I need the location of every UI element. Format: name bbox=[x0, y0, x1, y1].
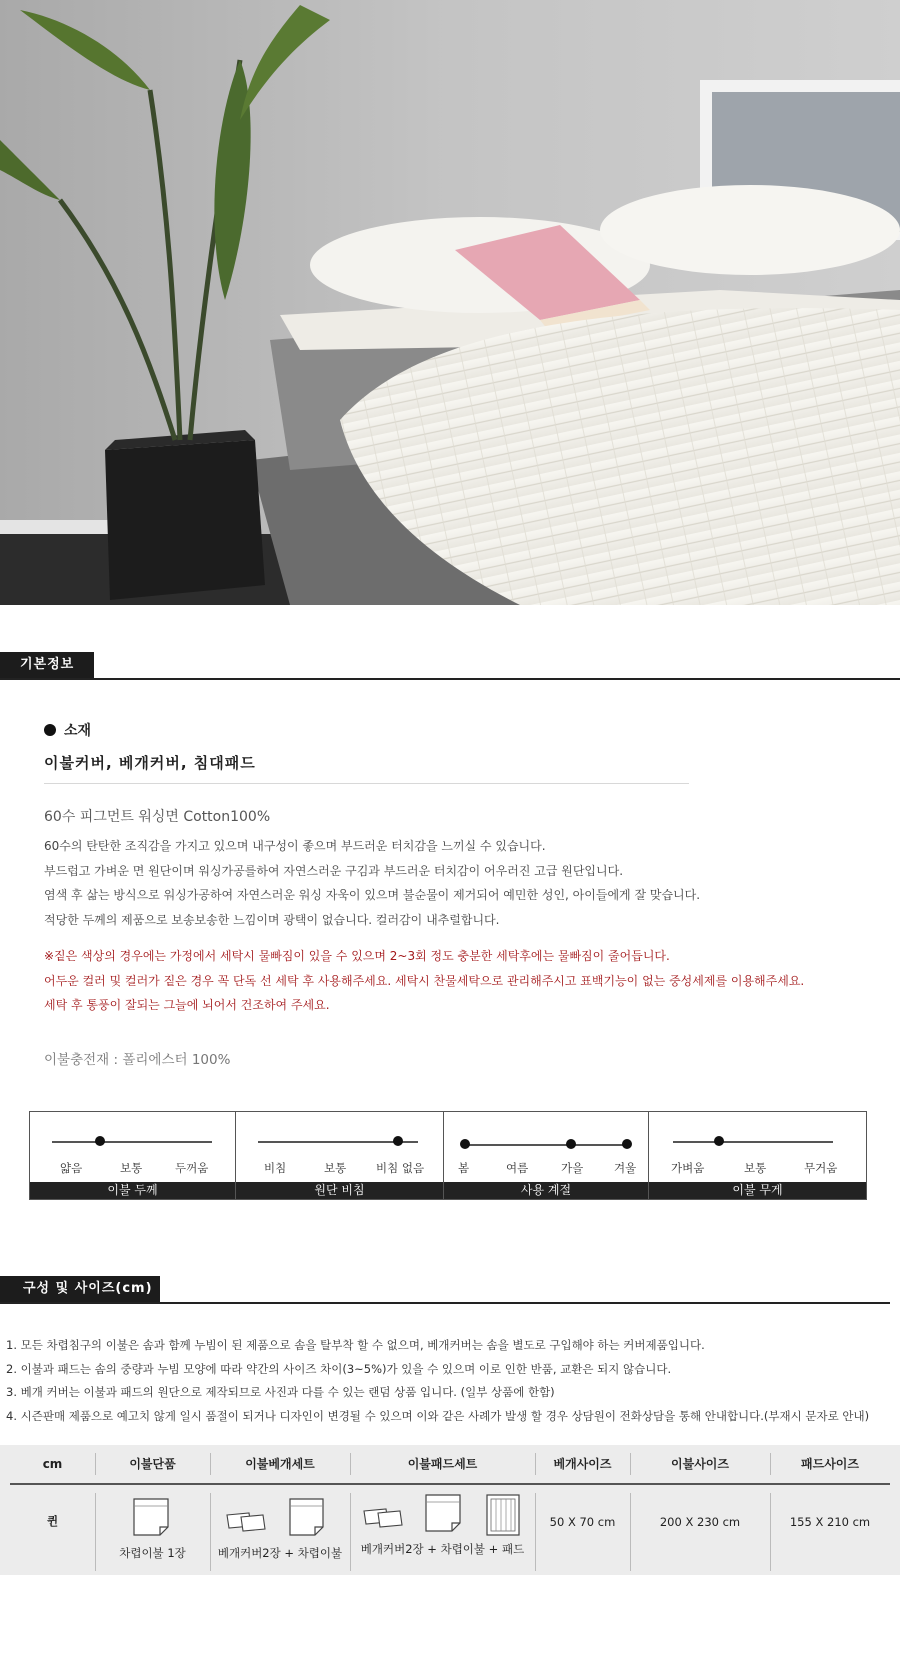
scale-label: 무거움 bbox=[804, 1161, 838, 1175]
description-line: 염색 후 삶는 방식으로 워싱가공하여 자연스러운 워싱 자욱이 있으며 불순물이 제거되어 예민한 성인, 아이들에게 잘 맞습니다. bbox=[44, 888, 701, 902]
note-line: 1. 모든 차렵침구의 이불은 솜과 함께 누빔이 된 제품으로 솜을 탈부착 할 수 없으며, 베개커버는 솜을 별도로 구입해야 하는 커버제품입니다. bbox=[6, 1338, 705, 1352]
scale-label: 보통 bbox=[744, 1161, 767, 1175]
single-caption: 차렵이불 1장 bbox=[119, 1546, 186, 1560]
pad-size: 155 X 210 cm bbox=[789, 1515, 871, 1529]
scale-label: 가을 bbox=[561, 1161, 584, 1175]
scale-line bbox=[673, 1141, 833, 1143]
scale-marker bbox=[714, 1136, 724, 1146]
spec-title: 이불 무게 bbox=[649, 1182, 866, 1199]
size-name-cell bbox=[10, 1485, 95, 1575]
blanket-size: 200 X 230 cm bbox=[659, 1515, 741, 1529]
divider bbox=[44, 783, 689, 784]
fabric-spec: 60수 피그먼트 워싱면 Cotton100% bbox=[44, 809, 271, 825]
size-notes bbox=[6, 1334, 869, 1428]
washing-warnings bbox=[44, 944, 804, 1018]
header-pad-size: 패드사이즈 bbox=[801, 1457, 859, 1471]
pad-set-cell bbox=[350, 1485, 535, 1575]
pillow-set-caption: 베개커버2장 + 차렵이불 bbox=[217, 1546, 343, 1560]
size-table bbox=[0, 1445, 900, 1575]
composition-section-header bbox=[0, 1276, 890, 1304]
scale-label: 얇음 bbox=[60, 1161, 83, 1175]
warning-line: 세탁 후 통풍이 잘되는 그늘에 뇌어서 건조하여 주세요. bbox=[44, 998, 330, 1012]
col-sep bbox=[630, 1453, 631, 1475]
header-single: 이불단품 bbox=[129, 1457, 176, 1471]
header-cm: cm bbox=[42, 1457, 63, 1471]
scale-marker bbox=[95, 1136, 105, 1146]
scale-label: 겨울 bbox=[614, 1161, 637, 1175]
size-name: 퀸 bbox=[46, 1514, 59, 1528]
header-pad-set: 이불패드세트 bbox=[407, 1457, 478, 1471]
header-blanket-size: 이불사이즈 bbox=[671, 1457, 729, 1471]
spec-title: 원단 비침 bbox=[236, 1182, 443, 1199]
scale-line bbox=[52, 1141, 212, 1143]
col-sep bbox=[535, 1453, 536, 1475]
spec-thickness bbox=[30, 1112, 236, 1199]
material-heading bbox=[44, 720, 91, 740]
warning-line: ※짙은 색상의 경우에는 가정에서 세탁시 물빠짐이 있을 수 있으며 2~3회 정도 충분한 세탁후에는 물빠짐이 줄어듭니다. bbox=[44, 949, 670, 963]
scale-label: 두꺼움 bbox=[175, 1161, 209, 1175]
filling-material: 이불충전재 : 폴리에스터 100% bbox=[44, 1052, 231, 1068]
warning-line: 어두운 컬러 및 컬러가 짙은 경우 꼭 단독 선 세탁 후 사용해주세요. 세탁시 찬물세탁으로 관리해주시고 표백기능이 없는 중성세제를 이용해주세요. bbox=[44, 973, 805, 988]
scale-marker bbox=[622, 1139, 632, 1149]
description-line: 적당한 두께의 제품으로 보송보송한 느낌이며 광택이 없습니다. 컬러감이 내추럴합니다. bbox=[44, 912, 500, 927]
scale-marker bbox=[460, 1139, 470, 1149]
basic-info-section-header bbox=[0, 652, 900, 680]
pillow-size-cell bbox=[535, 1485, 630, 1575]
composition-title: 구성 및 사이즈(cm) bbox=[0, 1276, 160, 1302]
bullet-icon bbox=[44, 724, 56, 736]
hero-product-photo bbox=[0, 0, 900, 605]
note-line: 3. 베개 커버는 이불과 패드의 원단으로 제작되므로 사진과 다를 수 있는 랜덤 상품 입니다. (일부 상품에 한함) bbox=[6, 1385, 555, 1399]
scale-label: 봄 bbox=[458, 1161, 470, 1175]
size-table-header bbox=[0, 1445, 900, 1483]
scale-marker bbox=[566, 1139, 576, 1149]
single-cell bbox=[95, 1485, 210, 1575]
col-sep bbox=[770, 1453, 771, 1475]
basic-info-title: 기본정보 bbox=[0, 652, 94, 678]
scale-label: 여름 bbox=[506, 1161, 529, 1175]
material-description bbox=[44, 834, 700, 932]
col-sep bbox=[350, 1453, 351, 1475]
pillow-set-cell bbox=[210, 1485, 350, 1575]
header-pillow-set: 이불베개세트 bbox=[245, 1457, 315, 1471]
pad-size-cell bbox=[770, 1485, 890, 1575]
pillow-size: 50 X 70 cm bbox=[549, 1515, 616, 1529]
scale-line bbox=[464, 1144, 628, 1146]
col-sep bbox=[95, 1453, 96, 1475]
pad-set-caption: 베개커버2장 + 차렵이불 + 패드 bbox=[360, 1542, 525, 1556]
spec-season bbox=[444, 1112, 649, 1199]
note-line: 2. 이불과 패드는 솜의 중량과 누빔 모양에 따라 약간의 사이즈 차이(3~5%)가 있을 수 있으며 이로 인한 반품, 교환은 되지 않습니다. bbox=[6, 1361, 672, 1376]
scale-label: 보통 bbox=[324, 1161, 347, 1175]
scale-marker bbox=[393, 1136, 403, 1146]
pillow-blanket-pad-icon bbox=[350, 1493, 535, 1539]
note-line: 4. 시즌판매 제품으로 예고치 않게 일시 품절이 되거나 디자인이 변경될 수 있으며 이와 같은 사례가 발생 할 경우 상담원이 전화상담을 통해 안내합니다.(부재시 문자로 안내) bbox=[6, 1408, 870, 1423]
scale-label: 가벼움 bbox=[671, 1161, 705, 1175]
description-line: 부드럽고 가벼운 면 원단이며 워싱가공를하여 자연스러운 구김과 부드러운 터치감이 어우러진 고급 원단입니다. bbox=[44, 863, 624, 878]
pillow-blanket-icon bbox=[210, 1493, 350, 1539]
spec-transparency bbox=[236, 1112, 444, 1199]
col-sep bbox=[210, 1453, 211, 1475]
spec-weight bbox=[649, 1112, 866, 1199]
material-items: 이불커버, 베개커버, 침대패드 bbox=[44, 754, 256, 772]
header-pillow-size: 베개사이즈 bbox=[553, 1457, 612, 1471]
blanket-icon bbox=[95, 1493, 210, 1539]
scale-label: 비침 없음 bbox=[376, 1161, 425, 1175]
blanket-size-cell bbox=[630, 1485, 770, 1575]
scale-label: 비침 bbox=[264, 1161, 287, 1175]
scale-label: 보통 bbox=[120, 1161, 143, 1175]
spec-title: 이불 두께 bbox=[30, 1182, 235, 1199]
spec-title: 사용 계절 bbox=[444, 1182, 648, 1199]
material-heading-label: 소재 bbox=[64, 723, 92, 739]
spec-table bbox=[29, 1111, 867, 1200]
description-line: 60수의 탄탄한 조직감을 가지고 있으며 내구성이 좋으며 부드러운 터치감을 느끼실 수 있습니다. bbox=[44, 839, 546, 853]
